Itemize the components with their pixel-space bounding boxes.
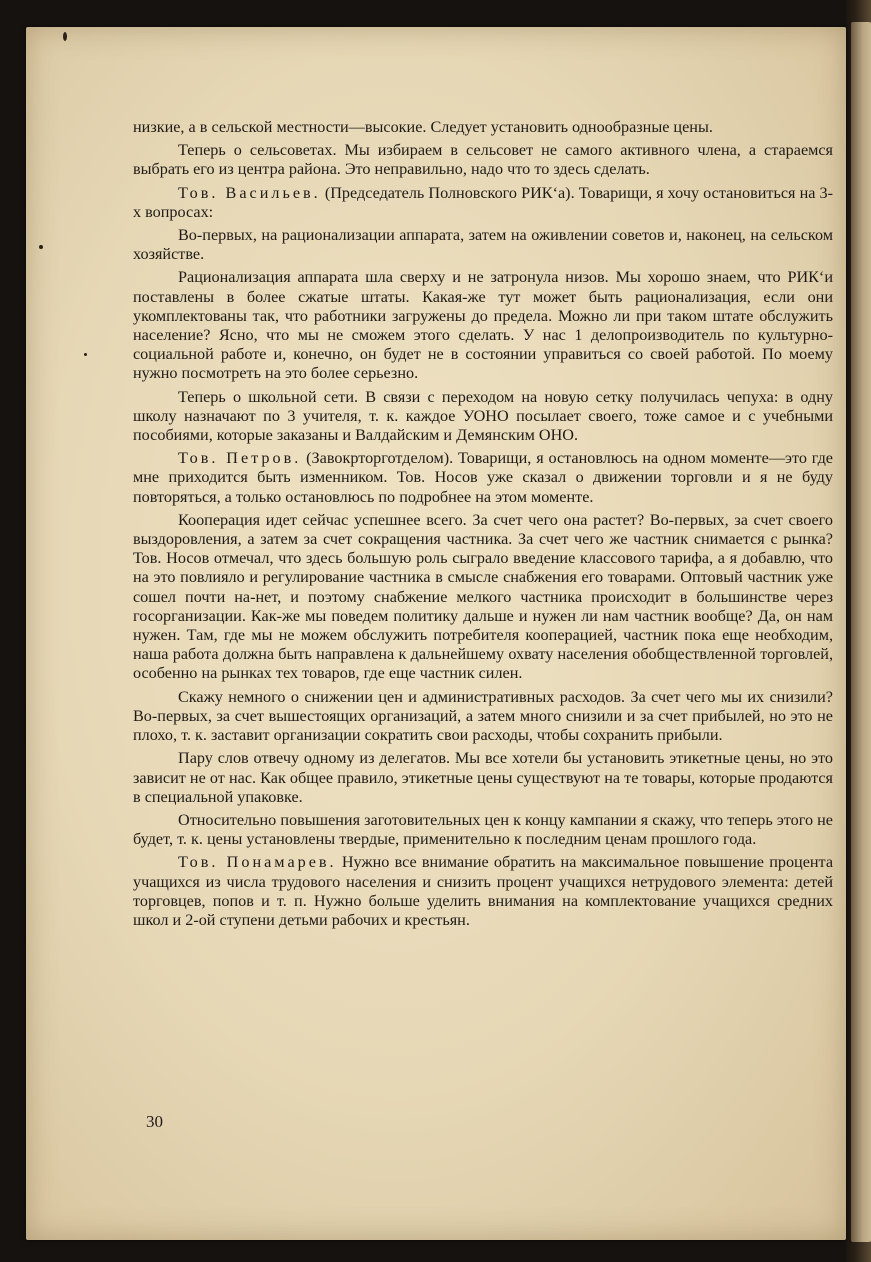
body-text (133, 118, 833, 934)
paragraph (133, 184, 833, 222)
speech-text: (Председатель Полновского РИК‘а). Товарищи, я хочу остановиться на 3-х вопросах: (133, 183, 833, 221)
ink-speck (84, 353, 87, 356)
paragraph: Скажу немного о снижении цен и административных расходов. За счет чего мы их снизили? Во-первых, за счет вышестоящих организаций, а затем много снизили и за счет прибылей, но это не плохо, т. к. заставит организации сократить свои расходы, чтобы сохранить прибыли. (133, 687, 833, 745)
speech-text: (Завокрторготделом). Товарищи, я остановлюсь на одном моменте—это где мне приходится быть изменником. Тов. Носов уже сказал о движении торговли и я не буду повторяться, а только остановлюсь по подробнее на этом моменте. (133, 449, 833, 506)
paragraph: низкие, а в сельской местности—высокие. Следует установить однообразные цены. (133, 118, 713, 136)
paragraph: Теперь о школьной сети. В связи с переходом на новую сетку получилась чепуха: в одну школу назначают по 3 учителя, т. к. каждое УОНО посылает своего, тоже самое и с учебными пособиями, которые заказаны и Валдайским и Демянским ОНО. (133, 387, 833, 445)
paragraph: Теперь о сельсоветах. Мы избираем в сельсовет не самого активного члена, а стараемся выбрать его из центра района. Это неправильно, надо что то здесь сделать. (133, 141, 833, 179)
paragraph: Рационализация аппарата шла сверху и не затронула низов. Мы хорошо знаем, что РИК‘и поставлены в более сжатые штаты. Какая-же тут может быть рационализация, если они укомплектованы так, что работники загружены до предела. Можно ли при таком штате обслужить население? Ясно, что мы не сможем этого сделать. У нас 1 делопроизводитель по культурно-социальной работе и, конечно, он будет не в состоянии управиться со своей работой. По моему нужно посмотреть на это более серьезно. (133, 268, 833, 383)
paragraph: Относительно повышения заготовительных цен к концу кампании я скажу, что теперь этого не будет, т. к. цены установлены твердые, применительно к последним ценам прошлого года. (133, 810, 833, 849)
speaker-name: Тов. Понамарев. (178, 853, 337, 872)
speaker-name: Тов. Петров. (178, 449, 302, 468)
ink-speck (39, 245, 43, 249)
paragraph: Кооперация идет сейчас успешнее всего. За счет чего она растет? Во-первых, за счет своего выздоровления, а затем за счет сокращения частника. За счет чего же частник снимается с рынка? Тов. Носов отмечал, что здесь большую роль сыграло введение классового тарифа, а я добавлю, что на это повлияло и регулирование частника в смысле снабжения его товарами. Оптовый частник уже сошел почти на-нет, и поэтому снабжение мелкого частника происходит в большинстве через госорганизации. Как-же мы поведем политику дальше и нужен ли нам частник вообще? Да, он нам нужен. Там, где мы не можем обслужить потребителя кооперацией, частник пока еще необходим, наша работа должна быть направлена к дальнейшему охвату населения обобществленной торговлей, особенно на рынках тех товаров, где еще частник силен. (133, 510, 833, 683)
ink-speck (63, 32, 67, 41)
speech-text: Нужно все внимание обратить на максимальное повышение процента учащихся из числа трудового населения и снизить процент учащихся нетрудового элемента: детей торговцев, попов и т. п. Нужно больше уделить внимания на комплектование учащихся средних школ и 2-ой ступени детьми рабочих и крестьян. (133, 853, 834, 929)
paragraph: Пару слов отвечу одному из делегатов. Мы все хотели бы установить этикетные цены, но это зависит не от нас. Как общее правило, этикетные цены существуют на те товары, которые продаются в специальной упаковке. (133, 749, 833, 806)
paragraph: Во-первых, на рационализации аппарата, затем на оживлении советов и, наконец, на сельском хозяйстве. (133, 226, 833, 264)
speaker-name: Тов. Васильев. (178, 183, 321, 202)
book-page (26, 27, 846, 1240)
paragraph (133, 449, 833, 507)
paragraph (133, 853, 833, 930)
page-number: 30 (146, 1112, 163, 1131)
next-page-edge (851, 22, 871, 1242)
